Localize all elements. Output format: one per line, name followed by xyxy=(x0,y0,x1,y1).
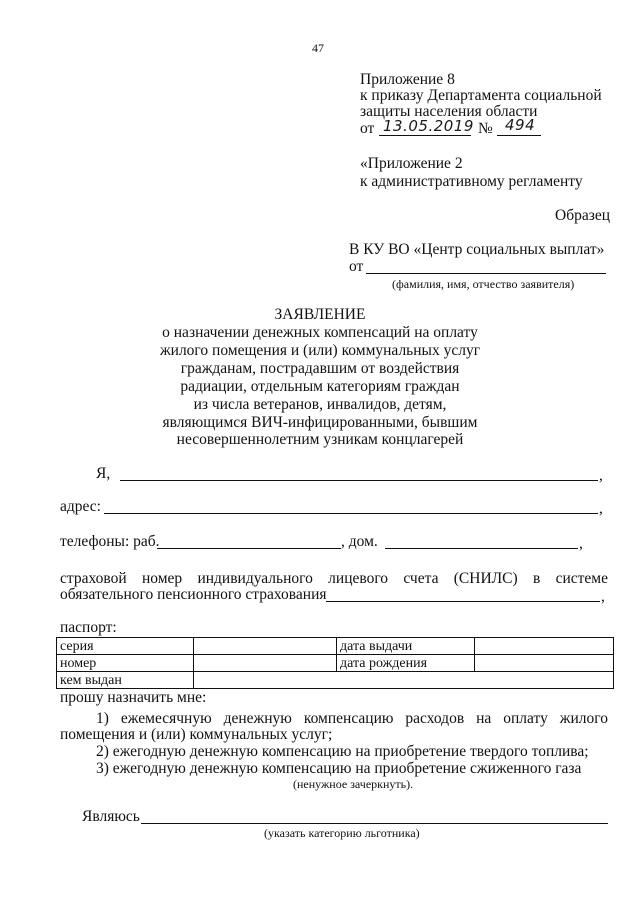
passport-table xyxy=(56,637,614,689)
date-underline xyxy=(379,135,471,136)
title-line-1: о назначении денежных компенсаций на оплату xyxy=(162,324,478,341)
category-hint: (указать категорию льготника) xyxy=(264,826,420,840)
appendix2-line2: к административному регламенту xyxy=(360,173,583,190)
title-line-2: жилого помещения и (или) коммунальных услуг xyxy=(159,342,481,359)
birth-date-label: дата рождения xyxy=(337,655,475,672)
address-comma: , xyxy=(599,500,603,517)
i-label: Я, xyxy=(96,465,111,482)
appendix8-from-label: от xyxy=(360,120,375,137)
full-name-line xyxy=(120,480,598,481)
phones-comma: , xyxy=(579,535,583,552)
appendix8-line1: Приложение 8 xyxy=(360,71,455,88)
appendix2-line1: «Приложение 2 xyxy=(360,155,463,172)
category-line xyxy=(141,823,608,824)
series-value[interactable] xyxy=(194,638,337,655)
item1-line-2: помещения и (или) коммунальных услуг; xyxy=(60,726,333,743)
item2: 2) ежегодную денежную компенсацию на приобретение твердого топлива; xyxy=(96,743,589,760)
handwritten-date: 13.05.2019 xyxy=(383,117,474,135)
applicant-name-line xyxy=(366,273,606,274)
request-label: прошу назначить мне: xyxy=(60,689,207,706)
strike-hint: (ненужное зачеркнуть). xyxy=(293,777,414,791)
snils-comma: , xyxy=(601,588,605,605)
title-line-3: гражданам, пострадавшим от воздействия xyxy=(180,360,460,377)
title-line-4: радиации, отдельным категориям граждан xyxy=(180,378,460,395)
snils-line xyxy=(326,601,600,602)
full-name-comma: , xyxy=(599,467,603,484)
item1-line-1: 1) ежемесячную денежную компенсацию расходов на оплату жилого xyxy=(96,710,608,727)
appendix8-line2: к приказу Департамента социальной xyxy=(360,87,602,104)
page-number: 47 xyxy=(312,41,324,55)
appendix8-line3: защиты населения области xyxy=(360,103,538,120)
passport-row-2 xyxy=(57,655,614,672)
applicant-name-hint: (фамилия, имя, отчество заявителя) xyxy=(392,277,575,291)
series-label: серия xyxy=(57,638,194,655)
number-label: номер xyxy=(57,655,194,672)
snils-line-1: страховой номер индивидуального лицевого счета (СНИЛС) в системе xyxy=(60,570,608,587)
passport-label: паспорт: xyxy=(60,619,117,636)
issued-by-label: кем выдан xyxy=(57,672,194,689)
title-line-6: являющимся ВИЧ-инфицированными, бывшим xyxy=(162,414,478,431)
sample-label: Образец xyxy=(555,207,611,224)
home-phone-label: , дом. xyxy=(341,533,378,550)
issued-by-value[interactable] xyxy=(194,672,614,689)
address-label: адрес: xyxy=(60,498,101,515)
passport-row-3 xyxy=(57,672,614,689)
issue-date-value[interactable] xyxy=(475,638,614,655)
passport-row-1 xyxy=(57,638,614,655)
number-underline xyxy=(497,135,541,136)
title-line-5: из числа ветеранов, инвалидов, детям, xyxy=(193,396,447,413)
addressee-from-label: от xyxy=(349,258,364,275)
home-phone-line xyxy=(385,548,578,549)
birth-date-value[interactable] xyxy=(475,655,614,672)
number-value[interactable] xyxy=(194,655,337,672)
category-label: Являюсь xyxy=(82,808,140,825)
addressee-to: В КУ ВО «Центр социальных выплат» xyxy=(349,241,605,258)
title-heading: ЗАЯВЛЕНИЕ xyxy=(274,306,366,323)
appendix8-number-label: № xyxy=(478,120,493,137)
item3: 3) ежегодную денежную компенсацию на приобретение сжиженного газа xyxy=(96,760,582,777)
handwritten-number: 494 xyxy=(505,116,536,134)
address-line xyxy=(104,513,598,514)
snils-line-2: обязательного пенсионного страхования xyxy=(60,586,327,603)
issue-date-label: дата выдачи xyxy=(337,638,475,655)
phones-label: телефоны: раб. xyxy=(60,533,160,550)
title-line-7: несовершеннолетним узникам концлагерей xyxy=(176,431,464,448)
work-phone-line xyxy=(157,548,341,549)
